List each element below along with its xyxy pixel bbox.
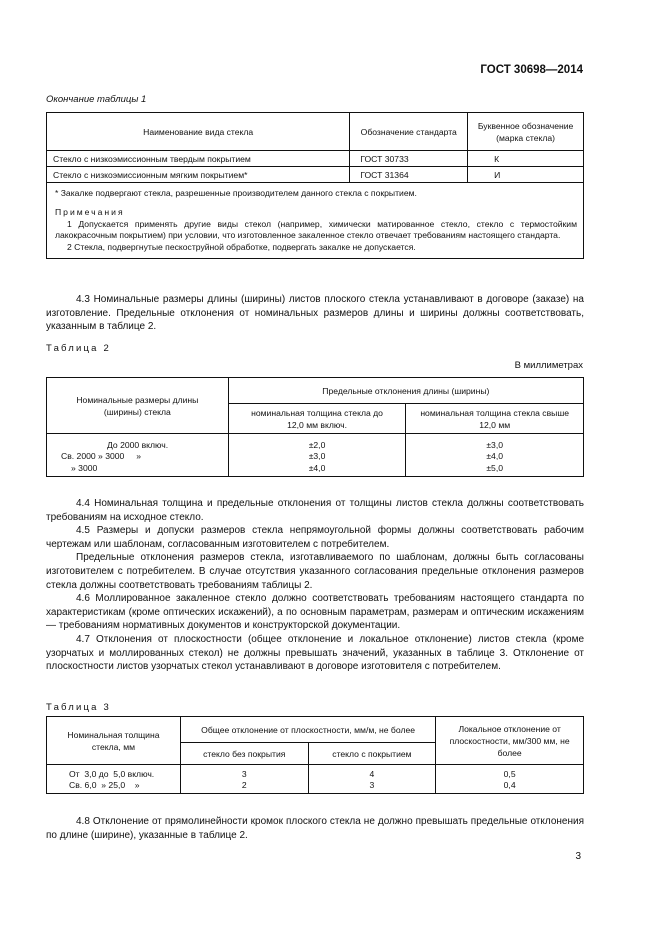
table1-cell: Стекло с низкоэмиссионным мягким покрытием* (47, 167, 350, 183)
table1-caption: Окончание таблицы 1 (46, 94, 147, 105)
table-row (47, 765, 584, 780)
paragraph-4-7: 4.7 Отклонения от плоскостности (общее отклонение и локальное отклонение) листов стекла (кроме узорчатых и моллированных стекол) не должны превышать значений, указанных в таблице 3. Отклонение от плоскостности листов узорчатых стекол устанавливают в договоре изготовителя с потребителем. (46, 633, 584, 673)
table-row (47, 434, 584, 451)
table2-header-a: номинальная толщина стекла до 12,0 мм включ. (228, 404, 406, 434)
table2-cell: ±3,0 (406, 434, 584, 451)
table3-cell: 3 (180, 765, 308, 780)
table3-caption: Таблица 3 (46, 702, 111, 713)
table2-caption: Таблица 2 (46, 343, 111, 354)
table1-footnote: * Закалке подвергают стекла, разрешенные производителем данного стекла с покрытием. (55, 188, 417, 198)
table3-cell: 0,5 (436, 765, 584, 780)
table2-cell: До 2000 включ. (47, 434, 229, 451)
table3-cell: 0,4 (436, 779, 584, 793)
table3-header-thickness: Номинальная толщина стекла, мм (47, 717, 181, 765)
table-row (47, 167, 584, 183)
table3-cell: Св. 6,0 » 25,0 » (47, 779, 181, 793)
table-row (47, 151, 584, 167)
table3-header-b: стекло с покрытием (308, 743, 436, 765)
table2-cell: Св. 2000 » 3000 » (47, 450, 229, 462)
note-2: 2 Стекла, подвергнутые пескоструйной обработке, подвергать закалке не допускается. (67, 241, 416, 252)
table1-cell: И (468, 167, 584, 183)
table-row (47, 779, 584, 793)
table2-header-group: Предельные отклонения длины (ширины) (228, 378, 583, 404)
paragraph-4-8: 4.8 Отклонение от прямолинейности кромок плоского стекла не должно превышать предельные отклонения по длине (ширине), указанные в таблице 2. (46, 816, 584, 841)
paragraph-4-4: 4.4 Номинальная толщина и предельные отклонения от толщины листов стекла должны соответствовать требованиям на исходное стекло. (46, 498, 584, 523)
table-row (47, 450, 584, 462)
table3-cell: 4 (308, 765, 436, 780)
table3-header-a: стекло без покрытия (180, 743, 308, 765)
table2-cell: ±4,0 (228, 462, 406, 476)
table1-notes (47, 183, 584, 259)
section-4-4-to-4-7 (46, 497, 584, 674)
paragraph-4-6: 4.6 Моллированное закаленное стекло должно соответствовать требованиям настоящего стандарта по характеристикам (кроме оптических искажений), а по основным параметрам, размерам и оптическим искажениям — требованиям нормативных документов и конструкторской документации. (46, 593, 584, 632)
paragraph-4-5: 4.5 Размеры и допуски размеров стекла непрямоугольной формы должны соответствовать рабочим чертежам или шаблонам, согласованным изготовителем с потребителем. (46, 525, 584, 550)
table3-header-local: Локальное отклонение от плоскостности, мм/300 мм, не более (436, 717, 584, 765)
table1-cell: Стекло с низкоэмиссионным твердым покрытием (47, 151, 350, 167)
table3-header-group: Общее отклонение от плоскостности, мм/м, не более (180, 717, 435, 743)
table-3 (46, 716, 584, 794)
note-1: 1 Допускается применять другие виды стекол (например, химически матированное стекло, стекло с термостойким лакокрасочным покрытием) при условии, что изготовленное закаленное стекло отвечает требованиям настоящего стандарта. (55, 218, 577, 241)
table-2 (46, 377, 584, 477)
table1-header-name: Наименование вида стекла (47, 113, 350, 151)
table2-header-b: номинальная толщина стекла свыше 12,0 мм (406, 404, 584, 434)
table2-units: В миллиметрах (514, 360, 583, 371)
table2-cell: ±2,0 (228, 434, 406, 451)
paragraph-4-5b: Предельные отклонения размеров стекла, изготавливаемого по шаблонам, должны быть согласованы изготовителем с потребителем. В случае отсутствия указанного согласования предельные отклонения размеров стекла должны соответствовать требованиям таблицы 2. (46, 552, 584, 591)
table3-cell: От 3,0 до 5,0 включ. (47, 765, 181, 780)
table-row (47, 462, 584, 476)
table2-cell: ±3,0 (228, 450, 406, 462)
page-number: 3 (575, 851, 581, 862)
table1-cell: ГОСТ 30733 (350, 151, 468, 167)
table2-header-nominal: Номинальные размеры длины (ширины) стекла (47, 378, 229, 434)
document-code: ГОСТ 30698—2014 (480, 64, 583, 76)
paragraph-4-3: 4.3 Номинальные размеры длины (ширины) листов плоского стекла устанавливают в договоре (заказе) на изготовление. Предельные отклонения от номинальных размеров длины и ширины должны соответствовать, указанным в таблице 2. (46, 294, 584, 333)
table3-cell: 2 (180, 779, 308, 793)
notes-title: Примечания (55, 207, 125, 218)
table1-header-standard: Обозначение стандарта (350, 113, 468, 151)
table1-header-mark: Буквенное обозначение (марка стекла) (468, 113, 584, 151)
table3-cell: 3 (308, 779, 436, 793)
table1-cell: ГОСТ 31364 (350, 167, 468, 183)
table2-cell: » 3000 (47, 462, 229, 476)
table-1 (46, 112, 584, 259)
table2-cell: ±4,0 (406, 450, 584, 462)
table1-cell: К (468, 151, 584, 167)
table2-cell: ±5,0 (406, 462, 584, 476)
